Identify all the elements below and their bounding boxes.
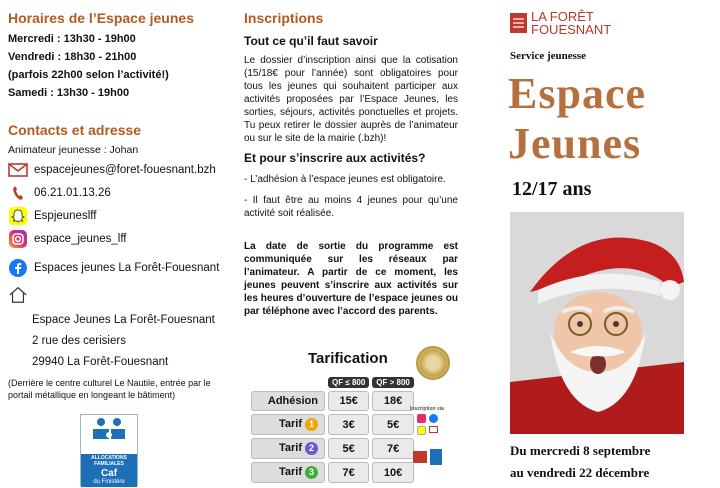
tarif-label: Tarif 3 [251,462,325,483]
facebook-row[interactable] [8,256,226,279]
tarif-table [248,374,417,486]
snapchat-row[interactable] [8,204,226,227]
facebook-icon [429,414,438,423]
email-text[interactable]: espacejeunes@foret-fouesnant.bzh [34,163,216,176]
horaires-list [8,30,226,102]
tarif-value: 3€ [328,414,369,435]
caf-line: ALLOCATIONS FAMILIALES [81,454,137,468]
santa-illustration [510,212,684,434]
mini-icons [402,426,452,435]
mini-icons [402,414,452,423]
town-name [531,10,611,36]
address-block [32,310,226,373]
left-panel [0,0,232,488]
date-line: Du mercredi 8 septembre [510,443,651,458]
phone-row[interactable] [8,181,226,204]
tarif-badge: 1 [305,418,318,431]
home-icon [8,286,28,304]
address-line: 29940 La Forêt-Fouesnant [32,356,169,368]
seal-logo [416,346,450,380]
mini-label: Inscription via [410,406,444,412]
schedule-line: (parfois 22h00 selon l’activité!) [8,69,169,81]
tarif-header: QF ≤ 800 [328,377,369,388]
cover-title-line2: Jeunes [508,119,642,168]
mail-icon [8,161,28,179]
contacts-title: Contacts et adresse [8,122,142,138]
tarif-value: 7€ [328,462,369,483]
schedule-line: Samedi : 13h30 - 19h00 [8,87,130,99]
tarif-value: 7€ [372,438,414,459]
table-row [251,391,414,411]
instagram-text[interactable]: espace_jeunes_lff [34,232,127,245]
tarif-value: 5€ [372,414,414,435]
caf-line: Caf [81,468,137,479]
table-row [251,414,414,435]
table-row [251,462,414,483]
info-heading: Tout ce qu’il faut savoir [244,34,378,48]
tarif-label: Tarif 2 [251,438,325,459]
horaires-title: Horaires de l’Espace jeunes [8,10,194,26]
table-row [251,438,414,459]
instagram-icon [417,414,426,423]
schedule-line: Mercredi : 13h30 - 19h00 [8,33,136,45]
rule-line: - Il faut être au moins 4 jeunes pour qu’une activité soit réalisée. [244,195,458,219]
caf-line: du Finistère [81,479,137,487]
mini-contact-card [402,406,452,482]
middle-panel [236,0,468,488]
caf-logo [80,414,138,486]
address-note: (Derrière le centre culturel Le Nautile, entrée par le portail métallique en longeant le bâtiment) [8,378,211,400]
facebook-icon [8,259,28,277]
tarif-value: 10€ [372,462,414,483]
snapchat-icon [8,207,28,225]
email-row[interactable] [8,158,226,181]
tarif-badge: 2 [305,442,318,455]
date-range [510,440,650,484]
tarif-label: Tarif 1 [251,414,325,435]
address-line: Espace Jeunes La Forêt-Fouesnant [32,314,215,326]
home-row [8,283,226,306]
cover-title-line1: Espace [508,69,646,118]
town-logo-mini [413,451,427,463]
cover-panel [476,0,720,488]
tarification-title: Tarification [308,350,388,367]
town-name-line: LA FORÊT [531,9,594,24]
mini-logos [402,449,452,465]
tarif-label: Adhésion [251,391,325,411]
town-crest-icon [510,13,527,33]
instagram-icon [8,230,28,248]
santa-photo [510,212,684,434]
town-name-line: FOUESNANT [531,22,612,37]
snapchat-text[interactable]: Espjeuneslff [34,209,97,222]
register-heading: Et pour s’inscrire aux activités? [244,151,426,165]
program-paragraph: La date de sortie du programme est communiquée sur les réseaux par l’animateur. A partir de ce moment, les jeunes peuvent s’inscrire aux activités sur les heures d’ouverture de l’espace jeunes ou par téléphone avec l’accord des parents. [244,241,458,317]
date-line: au vendredi 22 décembre [510,465,650,480]
animateur-line: Animateur jeunesse : Johan [8,144,139,156]
phone-text[interactable]: 06.21.01.13.26 [34,186,111,199]
tarif-header: QF > 800 [372,377,414,388]
tarif-value: 18€ [372,391,414,411]
age-range: 12/17 ans [512,178,592,200]
caf-figures-icon [81,415,137,449]
town-logo [510,10,611,36]
facebook-text[interactable]: Espaces jeunes La Forêt-Fouesnant [34,261,220,274]
tarif-badge: 3 [305,466,318,479]
info-paragraph: Le dossier d’inscription ainsi que la cotisation (15/18€ pour l’année) sont obligatoires pour tous les jeunes qui souhaitent participer aux activités proposées par l’Espace Jeunes, les sorties, séjours, activités ponctuelles et projets. Tu peux retirer le dossier auprès de l’animateur ou sur le site de la mairie (.bzh)! [244,55,458,144]
service-label: Service jeunesse [510,50,587,62]
tarif-value: 15€ [328,391,369,411]
phone-icon [8,184,28,202]
caf-logo-mini [430,449,442,465]
tarif-value: 5€ [328,438,369,459]
schedule-line: Vendredi : 18h30 - 21h00 [8,51,137,63]
inscriptions-title: Inscriptions [244,10,324,26]
address-line: 2 rue des cerisiers [32,335,126,347]
rule-line: - L’adhésion à l’espace jeunes est obligatoire. [244,174,446,185]
snapchat-icon [417,426,426,435]
instagram-row[interactable] [8,227,226,250]
mail-icon [429,426,438,433]
